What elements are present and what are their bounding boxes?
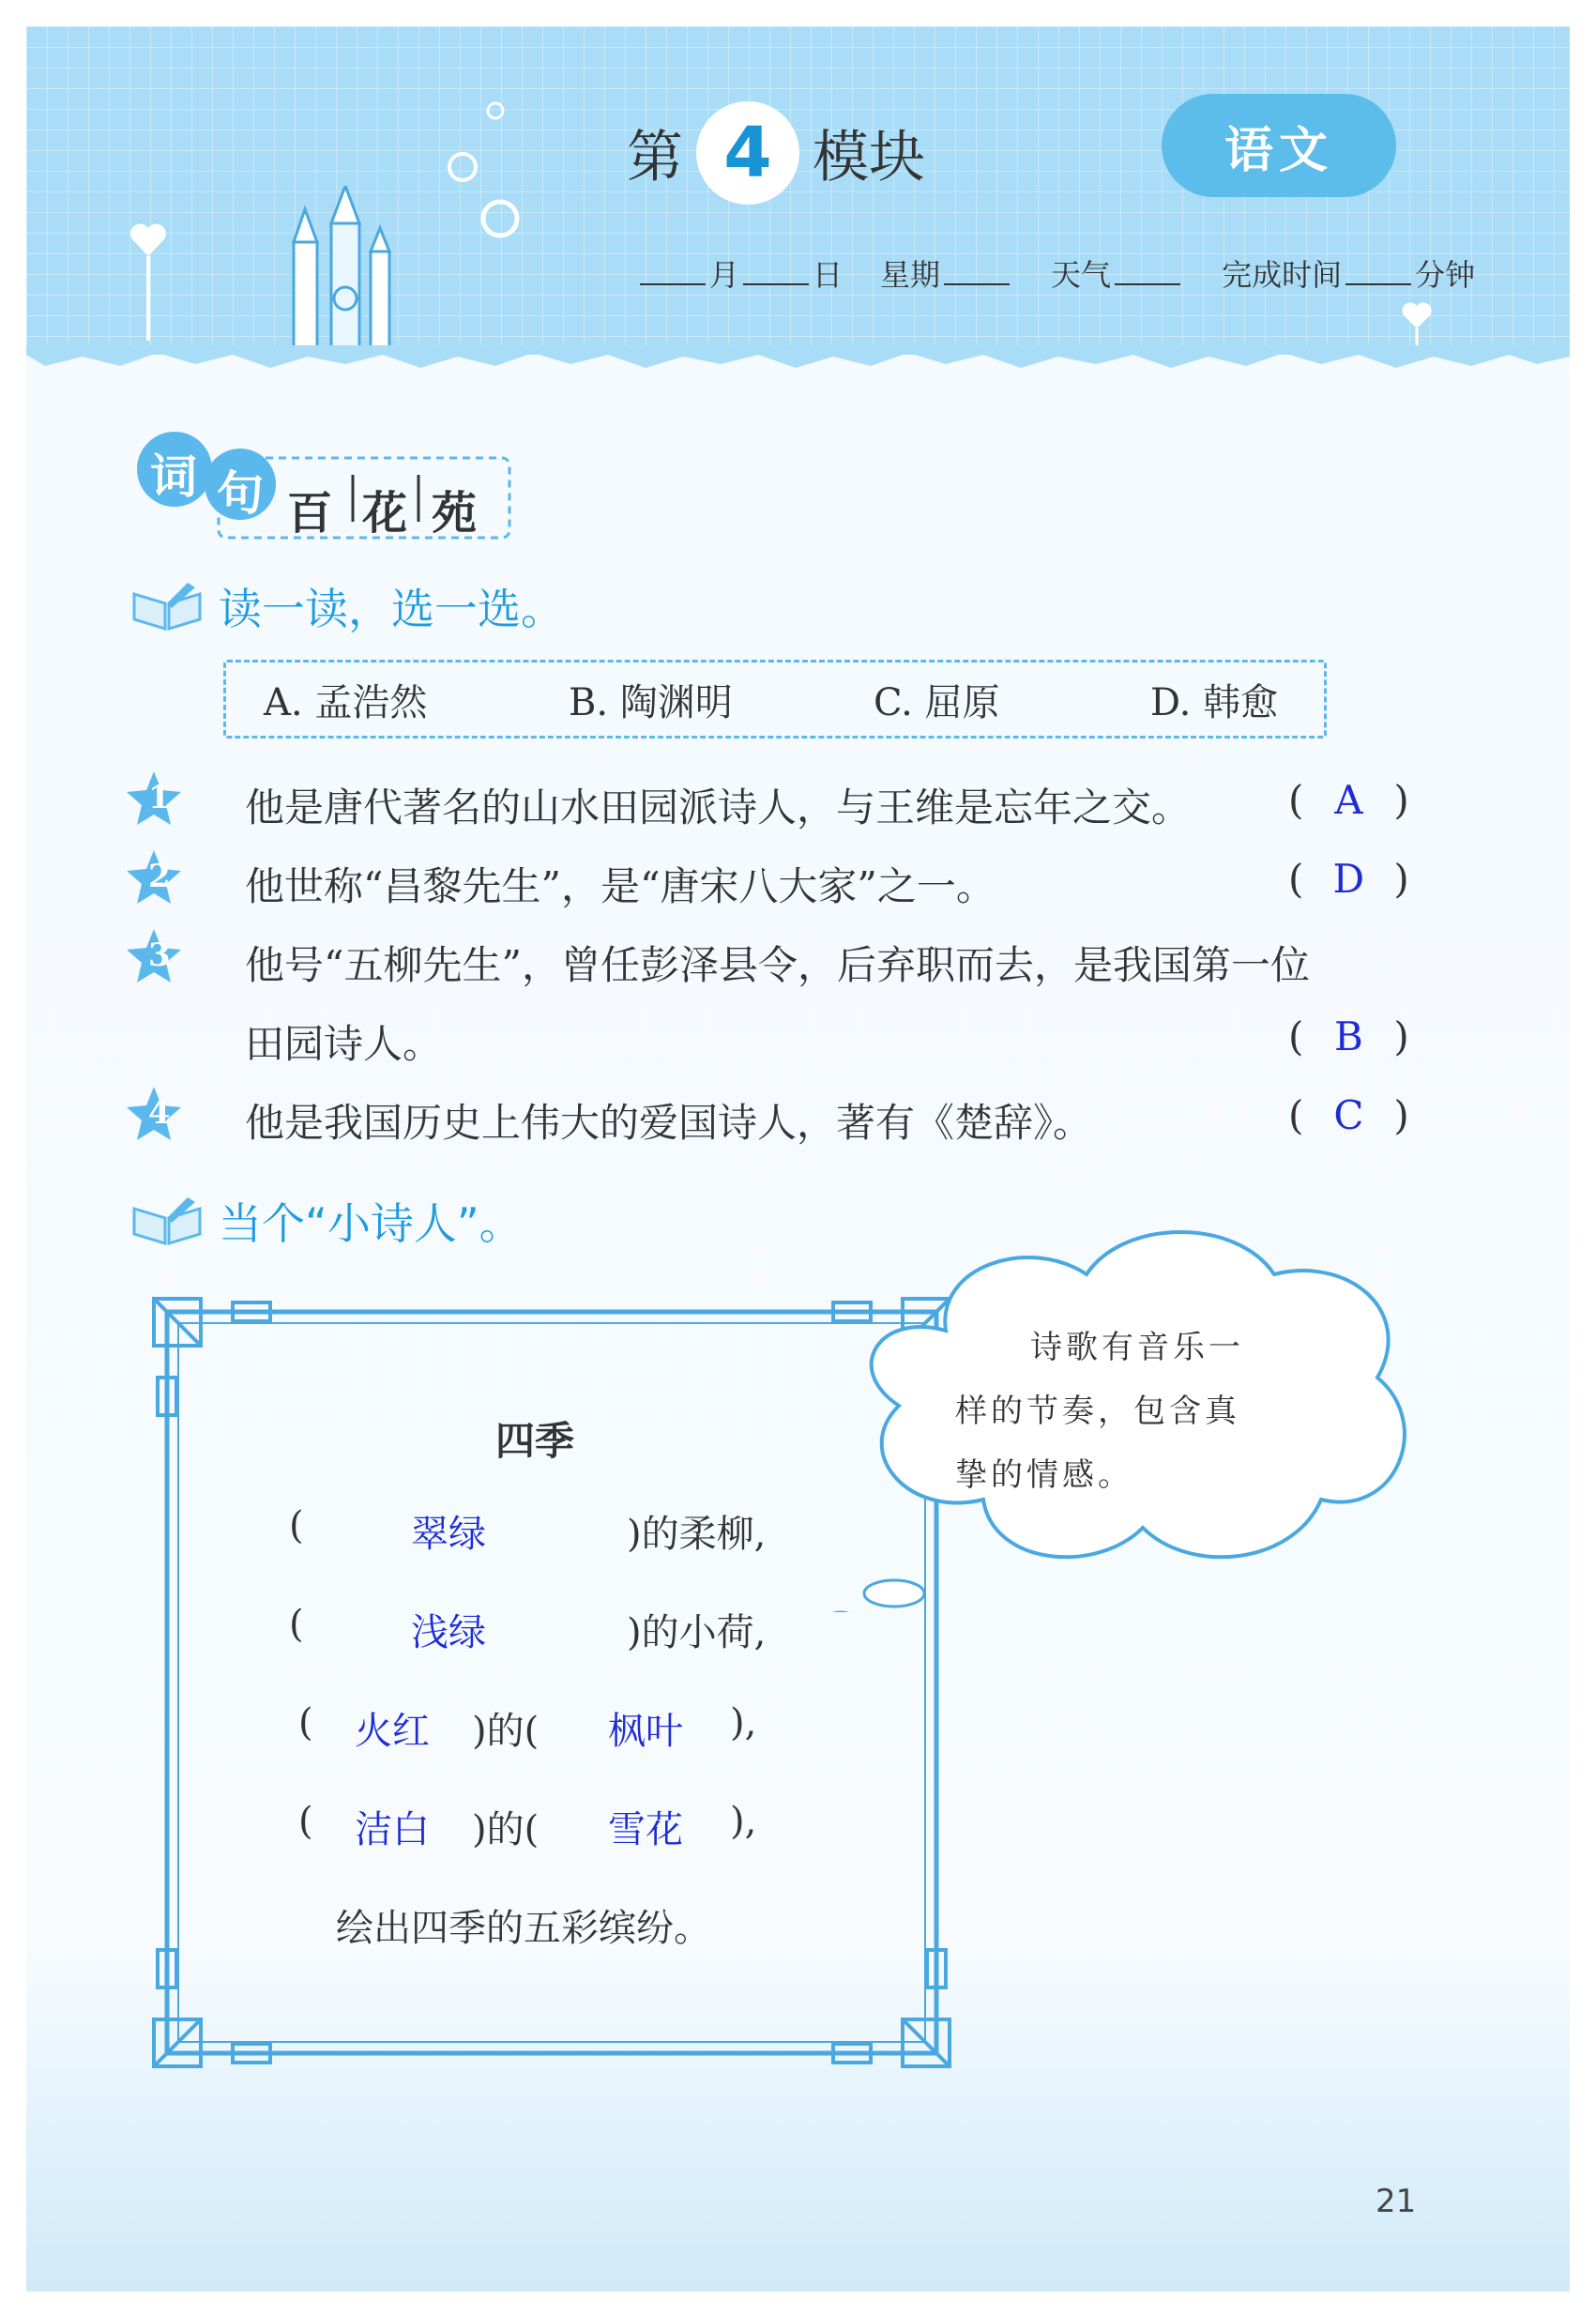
paren-open: (: [289, 1603, 304, 1646]
question-number: 4: [148, 1094, 171, 1132]
answer-options-box: [223, 660, 1327, 739]
workbook-page: [26, 26, 1570, 2292]
poem-line-2: [289, 1603, 852, 1654]
poem-text: ),: [730, 1701, 757, 1744]
page-number: 21: [1376, 2183, 1417, 2220]
answer-parens: ( B ): [1288, 1013, 1409, 1059]
bubbles-decoration: [420, 73, 533, 251]
option-b: B. 陶渊明: [569, 680, 733, 724]
question-text-continued: 田园诗人。: [245, 1021, 443, 1067]
poem-blank-3[interactable]: 火红: [355, 1710, 430, 1753]
poem-text: )的(: [472, 1710, 540, 1753]
poem-text: )的柔柳,: [627, 1513, 767, 1556]
page-header: [26, 26, 1570, 355]
day-blank[interactable]: [743, 283, 809, 285]
month-label: 月: [709, 257, 740, 293]
answer-parens: ( D ): [1288, 856, 1409, 902]
section-char-1: 词: [150, 449, 197, 504]
poem-text: ),: [730, 1800, 757, 1843]
section-char-4: 花: [362, 487, 408, 540]
date-info-line: [636, 251, 1475, 295]
open-book-icon: [129, 1195, 205, 1246]
subject-badge: 语文: [1162, 94, 1396, 197]
weekday-blank[interactable]: [944, 283, 1010, 285]
poem-blank-2[interactable]: 浅绿: [411, 1611, 486, 1654]
poem-line-1: [289, 1504, 852, 1556]
open-book-icon: [129, 580, 205, 632]
poem-line-3: [298, 1701, 861, 1753]
question-text: 他是我国历史上伟大的爱国诗人，著有《楚辞》。: [245, 1100, 1093, 1146]
answer-parens: ( C ): [1288, 1092, 1409, 1138]
poem-blank-5[interactable]: 洁白: [355, 1808, 430, 1851]
module-title: [627, 97, 925, 209]
weather-label: 天气: [1051, 257, 1112, 293]
time-blank[interactable]: [1345, 283, 1411, 285]
poem-blank-1[interactable]: 翠绿: [411, 1513, 486, 1556]
question-number: 2: [148, 858, 171, 895]
answer-parens: ( A ): [1288, 777, 1409, 823]
tip-line-2: 样的节奏，包含真: [955, 1393, 1240, 1430]
poem-text: )的(: [472, 1808, 540, 1851]
module-number: 4: [696, 101, 799, 205]
question-number: 3: [148, 937, 171, 974]
time-label: 完成时间: [1222, 257, 1343, 293]
paren-open: (: [298, 1701, 313, 1744]
question-text: 他是唐代著名的山水田园派诗人，与王维是忘年之交。: [245, 784, 1192, 830]
heart-icon: [125, 219, 172, 341]
option-a: A. 孟浩然: [264, 680, 428, 724]
section-char-2: 句: [217, 466, 264, 521]
header-torn-edge: [26, 345, 1570, 373]
answer-value[interactable]: C: [1333, 1092, 1364, 1138]
poem-blank-6[interactable]: 雪花: [608, 1808, 683, 1851]
question1-heading: 读一读，选一选。: [219, 584, 564, 634]
section-char-3: 百: [287, 487, 333, 540]
day-label: 日: [813, 257, 844, 293]
answer-value[interactable]: D: [1332, 856, 1365, 902]
poem-title: 四季: [495, 1418, 575, 1464]
weekday-label: 星期: [880, 257, 941, 293]
question2-heading: 当个“小诗人”。: [219, 1198, 523, 1249]
poem-line-5: 绘出四季的五彩缤纷。: [336, 1907, 711, 1950]
poem-line-4: [298, 1800, 861, 1851]
section-char-5: 苑: [432, 487, 478, 540]
weather-blank[interactable]: [1115, 283, 1180, 285]
question-text: 他世称“昌黎先生”，是“唐宋八大家”之一。: [245, 863, 996, 909]
answer-value[interactable]: B: [1333, 1013, 1363, 1059]
paren-open: (: [289, 1504, 304, 1547]
answer-value[interactable]: A: [1334, 777, 1363, 823]
option-c: C. 屈原: [874, 680, 1000, 724]
module-prefix: 第: [627, 125, 683, 190]
module-suffix: 模块: [813, 125, 925, 190]
tip-line-1: 诗歌有音乐一: [1030, 1329, 1244, 1366]
question-number: 1: [148, 779, 171, 816]
minutes-label: 分钟: [1415, 257, 1476, 293]
poem-text: )的小荷,: [627, 1611, 767, 1654]
poem-blank-4[interactable]: 枫叶: [608, 1710, 683, 1753]
paren-open: (: [298, 1800, 313, 1843]
tip-line-3: 挚的情感。: [955, 1456, 1133, 1494]
option-d: D. 韩愈: [1150, 680, 1279, 724]
question-text: 他号“五柳先生”，曾任彭泽县令，后弃职而去，是我国第一位: [245, 942, 1310, 988]
month-blank[interactable]: [640, 283, 706, 285]
